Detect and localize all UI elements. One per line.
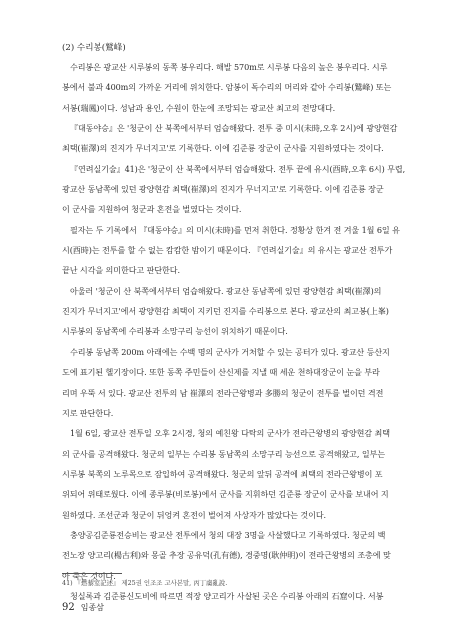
text-line: 위되어 위태로웠다. 이에 종루봉(비로봉)에서 군사를 지휘하던 김준룡 장군이 군사를 보내어 지 [62,489,389,500]
text-line: 아울러 '청군이 산 북쪽에서부터 엄습해왔다. 광교산 동남쪽에 있던 광양현감 최택(崔澤)의 [70,285,382,296]
text-line: 서봉(瑞鳳)이다. 성남과 용인, 수원이 한눈에 조망되는 광교산 최고의 전망대다. [62,102,336,113]
text-line: 봉에서 불과 400m의 가까운 거리에 위치한다. 암봉이 독수리의 머리와 같아 수리봉(鷲峰) 또는 [62,82,392,93]
text-line: 시(酉時)는 전투를 할 수 없는 캄캄한 밤이기 때문이다. 『연려실기술』의 유시는 광교산 전투가 [62,245,393,256]
text-line: 광교산 동남쪽에 있던 광양현감 최택(崔澤)의 진지가 무너지고'로 기록한다. 이에 김준룡 장군 [62,184,384,195]
author-name: 임종삼 [80,603,104,612]
text-line: 『연려실기술』41)은 '청군이 산 북쪽에서부터 엄습해왔다. 전투 끝에 유시(酉時,오후 6시) 무렵, [70,163,406,174]
text-line: 의 군사를 공격해왔다. 청군의 일부는 수리봉 동남쪽의 소망구리 능선으로 공격해왔고, 일부는 [62,448,385,459]
footnote-divider [62,573,122,574]
text-line: 지로 판단한다. [62,407,114,418]
text-line: 도에 표기된 헬기장이다. 또한 동쪽 주민들이 산신제를 지낼 때 세운 천하대장군이 눈을 부라 [62,367,380,378]
text-line: 전노장 양고리(楊古利)와 몽골 추장 공유덕(孔有德), 경중명(耿仲明)이 전라근왕병의 조총에 맞 [62,550,391,561]
text-line: 청실록과 김준룡신도비에 따르면 적장 양고리가 사살된 곳은 수리봉 아래의 石窟이다. 서봉 [70,590,384,601]
text-line: 충양공김준룡전승비는 광교산 전투에서 청의 대장 3명을 사살했다고 기록하였다. 청군의 백 [70,529,386,540]
page-footer [62,601,104,615]
section-heading: (2) 수리봉(鷲峰) [62,43,126,53]
text-line: 시루봉의 동남쪽에 수리봉과 소망구리 능선이 위치하기 때문이다. [62,326,288,337]
text-line: 수리봉은 광교산 시루봉의 동쪽 봉우리다. 해발 570m로 시루봉 다음의 높은 봉우리다. 시루 [70,62,388,72]
text-line: 수리봉 동남쪽 200m 아래에는 수백 명의 군사가 거처할 수 있는 공터가 있다. 광교산 등산지 [70,346,390,357]
text-line: 진지가 무너지고'에서 광양현감 최택이 지키던 진지를 수리봉으로 본다. 광교산의 최고봉(上峯) [62,306,389,317]
text-line: 끝난 시각을 의미한다고 판단한다. [62,265,180,276]
text-line: 이 군사를 지원하여 청군과 혼전을 벌였다는 것이다. [62,204,242,215]
text-line: 1월 6일, 광교산 전투일 오후 2시경, 청의 예친왕 다탁의 군사가 전라근왕병의 광양현감 최택 [70,428,390,439]
text-line: 『대동야승』은 '청군이 산 북쪽에서부터 엄습해왔다. 전투 중 미시(未時,오후 2시)에 광양현감 [70,123,398,134]
text-line: 시루봉 북쪽의 노루목으로 잠입하여 공격해왔다. 청군의 앞뒤 공격에 최택의 전라근왕병이 포 [62,468,383,479]
text-line: 리며 우뚝 서 있다. 광교산 전투의 남 崔澤의 전라근왕병과 多勝의 청군이 전투를 벌이던 격전 [62,387,384,398]
text-line: 아 죽은 것이다. [62,570,116,581]
text-line: 원하였다. 조선군과 청군이 뒤엉켜 혼전이 벌어져 사상자가 많았다는 것이다. [62,509,327,520]
page-number: 92 [62,602,75,613]
footnote: 41) 『燃藜室記述』 제25권 인조조 고사본말, 丙丁虜亂說. [62,579,228,587]
text-line: 필자는 두 기록에서 『대동야승』의 미시(未時)를 먼저 취한다. 정황상 한겨 전 겨울 1월 6일 유 [70,224,400,235]
body-text [62,57,414,606]
text-line: 최택(崔澤)의 진지가 무너지고'로 기록한다. 이에 김준룡 장군이 군사를 지원하였다는 것이다. [62,143,384,154]
